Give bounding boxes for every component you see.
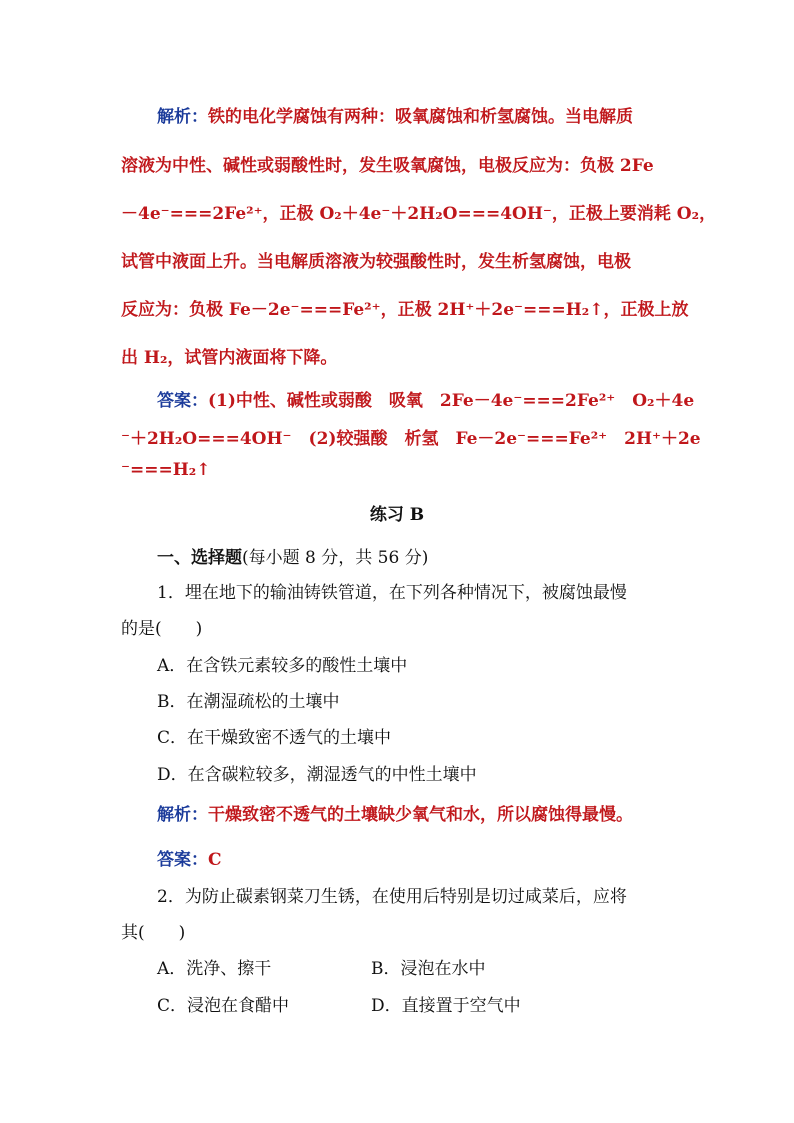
q1-analysis-text: 干燥致密不透气的土壤缺少氧气和水，所以腐蚀得最慢。: [208, 805, 633, 825]
answer-line-3: ⁻===H₂↑: [121, 460, 211, 480]
analysis-paragraph-line-3: －4e⁻===2Fe²⁺，正极 O₂＋4e⁻＋2H₂O===4OH⁻，正极上要消耗 O₂，: [121, 204, 717, 224]
q2-option-b: B．浸泡在水中: [371, 959, 486, 979]
q1-option-a: A．在含铁元素较多的酸性土壤中: [157, 656, 408, 676]
q1-answer-label: 答案：: [157, 850, 208, 870]
part-heading: [157, 543, 428, 568]
part-heading-rest: (每小题 8 分，共 56 分): [242, 548, 429, 568]
analysis-paragraph-line-2: 溶液为中性、碱性或弱酸性时，发生吸氧腐蚀，电极反应为：负极 2Fe: [121, 156, 654, 176]
answer-line-2: ⁻＋2H₂O===4OH⁻ (2)较强酸 析氢 Fe－2e⁻===Fe²⁺ 2H⁺＋2e: [121, 429, 701, 449]
q1-stem-line-1: 1．埋在地下的输油铸铁管道，在下列各种情况下，被腐蚀最慢: [157, 583, 627, 603]
q1-answer-text: C: [208, 850, 222, 870]
answer-line-1: [157, 386, 694, 411]
q1-option-d: D．在含碳粒较多，潮湿透气的中性土壤中: [157, 765, 477, 785]
analysis-paragraph-line-1: [157, 102, 633, 127]
q1-analysis-label: 解析：: [157, 805, 208, 825]
q1-option-c: C．在干燥致密不透气的土壤中: [157, 728, 392, 748]
section-title: 练习 B: [369, 505, 425, 525]
answer-text: (1)中性、碱性或弱酸 吸氧 2Fe－4e⁻===2Fe²⁺ O₂＋4e: [208, 391, 695, 411]
q2-option-d: D．直接置于空气中: [371, 996, 521, 1016]
q1-answer: [157, 845, 222, 870]
analysis-paragraph-line-6: 出 H₂，试管内液面将下降。: [121, 348, 338, 368]
part-heading-bold: 一、选择题: [157, 548, 242, 568]
q1-stem-line-2: 的是( ): [121, 619, 203, 639]
q2-option-c: C．浸泡在食醋中: [157, 996, 290, 1016]
q2-option-a: A．洗净、擦干: [157, 959, 272, 979]
analysis-paragraph-line-4: 试管中液面上升。当电解质溶液为较强酸性时，发生析氢腐蚀，电极: [121, 252, 631, 272]
q1-option-b: B．在潮湿疏松的土壤中: [157, 692, 340, 712]
q2-stem-line-2: 其( ): [121, 923, 186, 943]
answer-label: 答案：: [157, 391, 208, 411]
analysis-label: 解析：: [157, 107, 208, 127]
analysis-text: 铁的电化学腐蚀有两种：吸氧腐蚀和析氢腐蚀。当电解质: [208, 107, 633, 127]
analysis-paragraph-line-5: 反应为：负极 Fe－2e⁻===Fe²⁺，正极 2H⁺＋2e⁻===H₂↑，正极上放: [121, 300, 689, 320]
q2-stem-line-1: 2．为防止碳素钢菜刀生锈，在使用后特别是切过咸菜后，应将: [157, 887, 627, 907]
q1-analysis: [157, 800, 633, 825]
